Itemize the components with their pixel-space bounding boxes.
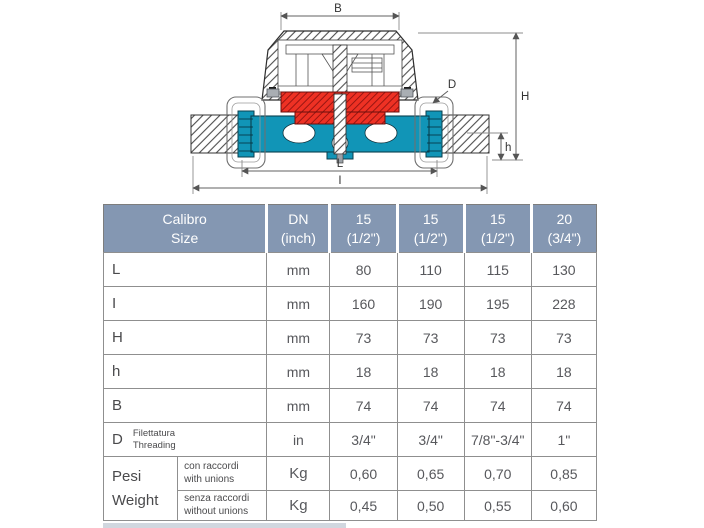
value-cell: 73	[464, 321, 531, 355]
next-table-partial-edge	[103, 523, 346, 528]
row-sublabel-en: Threading	[132, 439, 176, 451]
row-label-cell: L	[104, 253, 267, 287]
row-label-cell: h	[104, 355, 267, 389]
value-cell: 18	[531, 355, 596, 389]
spindle	[334, 94, 346, 163]
unit-cell: Kg	[267, 457, 330, 491]
row-label-cell	[104, 423, 267, 457]
header-cell-size-2: 15 (1/2")	[397, 205, 464, 253]
row-sublabel-cell: senza raccordi without unions	[178, 491, 267, 521]
value-cell: 0,65	[397, 457, 464, 491]
unit-cell: mm	[267, 355, 330, 389]
register-dome-cap	[262, 31, 418, 100]
dim-label-D: D	[447, 79, 457, 91]
value-cell: 73	[531, 321, 596, 355]
row-label-cell: B	[104, 389, 267, 423]
value-cell: 74	[531, 389, 596, 423]
unit-cell: mm	[267, 287, 330, 321]
value-cell: 18	[464, 355, 531, 389]
value-cell: 0,60	[531, 491, 596, 521]
unit-cell: Kg	[267, 491, 330, 521]
unit-cell: mm	[267, 253, 330, 287]
header-cell-size-3: 15 (1/2")	[464, 205, 531, 253]
dim-label-h: h	[505, 142, 512, 154]
value-cell: 115	[464, 253, 531, 287]
table-row-h	[104, 355, 597, 389]
value-cell: 73	[397, 321, 464, 355]
table-header-row	[104, 205, 597, 253]
table-row-weight-with-unions	[104, 457, 597, 491]
value-cell: 74	[330, 389, 397, 423]
value-cell: 0,60	[330, 457, 397, 491]
row-sublabel-it: Filettatura	[132, 428, 176, 440]
value-cell: 7/8"-3/4"	[464, 423, 531, 457]
table-row-I	[104, 287, 597, 321]
table-row-B	[104, 389, 597, 423]
value-cell: 110	[397, 253, 464, 287]
value-cell: 18	[397, 355, 464, 389]
value-cell: 18	[330, 355, 397, 389]
value-cell: 74	[397, 389, 464, 423]
value-cell: 0,45	[330, 491, 397, 521]
unit-cell: in	[267, 423, 330, 457]
value-cell: 130	[531, 253, 596, 287]
value-cell: 1"	[531, 423, 596, 457]
header-cell-size-4: 20 (3/4")	[531, 205, 596, 253]
header-cell-calibro: Calibro Size	[104, 205, 267, 253]
dim-label-B: B	[334, 3, 342, 15]
value-cell: 190	[397, 287, 464, 321]
row-sublabel-cell: con raccordi with unions	[178, 457, 267, 491]
value-cell: 73	[330, 321, 397, 355]
dim-label-I: I	[338, 175, 342, 187]
spec-table	[103, 204, 597, 521]
row-label-cell: I	[104, 287, 267, 321]
value-cell: 160	[330, 287, 397, 321]
value-cell: 80	[330, 253, 397, 287]
water-meter-cross-section-diagram	[0, 0, 704, 200]
value-cell: 0,50	[397, 491, 464, 521]
value-cell: 228	[531, 287, 596, 321]
header-cell-size-1: 15 (1/2")	[330, 205, 397, 253]
dim-label-L: L	[336, 158, 344, 170]
row-label: D	[112, 431, 123, 448]
dim-label-H: H	[521, 91, 530, 103]
unit-cell: mm	[267, 321, 330, 355]
row-label-cell: H	[104, 321, 267, 355]
value-cell: 195	[464, 287, 531, 321]
table-row-D	[104, 423, 597, 457]
table-row-L	[104, 253, 597, 287]
value-cell: 0,70	[464, 457, 531, 491]
table-row-H	[104, 321, 597, 355]
value-cell: 3/4"	[330, 423, 397, 457]
value-cell: 0,55	[464, 491, 531, 521]
value-cell: 0,85	[531, 457, 596, 491]
table-row-weight-without-unions	[104, 491, 597, 521]
unit-cell: mm	[267, 389, 330, 423]
header-cell-dn: DN (inch)	[267, 205, 330, 253]
value-cell: 3/4"	[397, 423, 464, 457]
row-label-cell-weight: Pesi Weight	[104, 457, 178, 521]
value-cell: 74	[464, 389, 531, 423]
